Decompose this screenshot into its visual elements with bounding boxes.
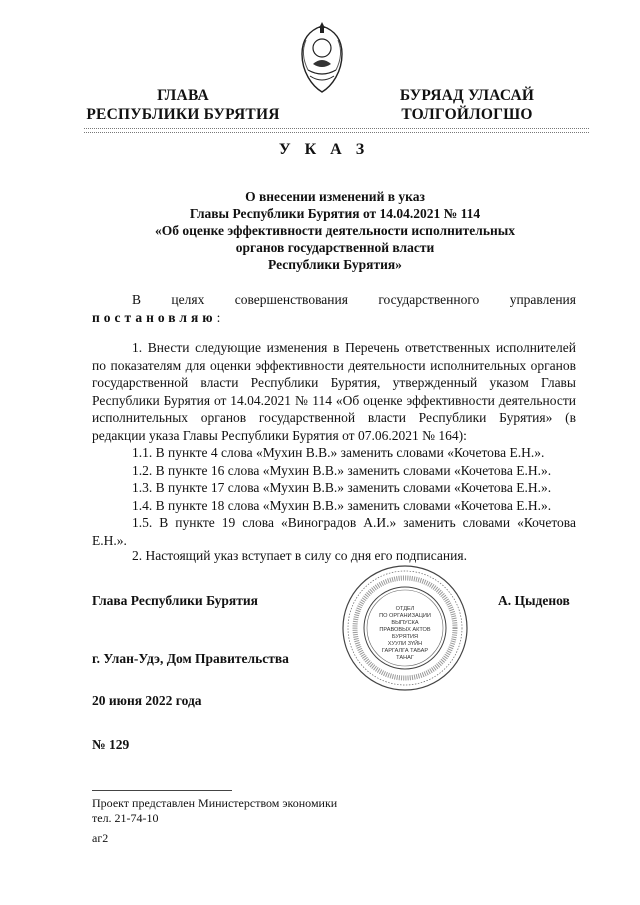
title-line: О внесении изменений в указ <box>245 189 425 204</box>
footnote-code: аг2 <box>92 831 109 845</box>
preamble-emphasis: постановляю <box>92 309 217 325</box>
document-number: № 129 <box>92 737 130 752</box>
seal-line: БУРЯТИЯ <box>391 634 419 640</box>
issuer-bua-line2: ТОЛГОЙЛОГШО <box>401 106 533 123</box>
title-line: органов государственной власти <box>235 240 435 255</box>
subitem: 1.5. В пункте 19 слова «Виноградов А.И.» заменить словами «Кочетова Е.Н.». <box>92 515 576 548</box>
subitem: 1.1. В пункте 4 слова «Мухин В.В.» заменить словами «Кочетова Е.Н.». <box>132 445 545 460</box>
footnote-author: Проект представлен Министерством экономики <box>92 796 338 810</box>
footnote-phone: тел. 21-74-10 <box>92 811 159 825</box>
seal-line: ОТДЕЛ <box>395 606 415 612</box>
item-2: 2. Настоящий указ вступает в силу со дня его подписания. <box>132 548 467 563</box>
preamble-text: В целях совершенствования государственного управления <box>132 292 576 307</box>
title-line: Главы Республики Бурятия от 14.04.2021 № 114 <box>189 206 481 221</box>
title-line: Республики Бурятия» <box>268 257 402 272</box>
seal-line: ГАРГАЛГА ТАБАР <box>381 648 429 654</box>
issuer-ru-line1: ГЛАВА <box>157 87 209 104</box>
document-title <box>110 188 560 273</box>
preamble <box>92 291 576 326</box>
item-1-block <box>92 339 576 549</box>
issuer-bua <box>392 86 542 124</box>
header-divider <box>84 128 589 129</box>
seal-line: ТАНАГ <box>396 655 414 661</box>
seal-line: ПРАВОВЫХ АКТОВ <box>379 627 431 633</box>
subitem: 1.2. В пункте 16 слова «Мухин В.В.» заменить словами «Кочетова Е.Н.». <box>132 462 552 478</box>
footnote-divider <box>92 790 232 791</box>
subitem: 1.3. В пункте 17 слова «Мухин В.В.» заменить словами «Кочетова Е.Н.». <box>132 480 552 495</box>
issuer-ru-line2: РЕСПУБЛИКИ БУРЯТИЯ <box>86 106 280 123</box>
official-seal-icon <box>340 563 470 693</box>
place-of-signing: г. Улан-Удэ, Дом Правительства <box>92 651 289 666</box>
coat-of-arms-icon <box>296 20 348 98</box>
signatory-name: А. Цыденов <box>498 593 570 608</box>
document-type: У К А З <box>278 141 370 158</box>
signatory-position: Глава Республики Бурятия <box>92 593 258 608</box>
issuer-bua-line1: БУРЯАД УЛАСАЙ <box>399 87 535 104</box>
seal-line: ВЫПУСКА <box>391 620 419 626</box>
signing-date: 20 июня 2022 года <box>92 693 202 708</box>
preamble-tail: : <box>216 309 221 325</box>
title-line: «Об оценке эффективности деятельности исполнительных <box>154 223 516 238</box>
seal-line: ХУУЛИ ЗҮЙН <box>387 641 423 647</box>
header-divider-second <box>84 132 589 133</box>
item-1: 1. Внести следующие изменения в Перечень ответственных исполнителей по показателям для оценки эффективности деятельности исполнительных органов государственной власти Республики Бурятия, утвержденный указом Главы Республики Бурятия от 14.04.2021 № 114 «Об оценке эффективности деятельности исполнительных органов государственной власти Республики Бурятия» (в редакции указа Главы Республики Бурятия от 07.06.2021 № 164): <box>92 340 576 443</box>
seal-line: ПО ОРГАНИЗАЦИИ <box>379 613 431 619</box>
issuer-ru <box>84 86 282 124</box>
subitem: 1.4. В пункте 18 слова «Мухин В.В.» заменить словами «Кочетова Е.Н.». <box>132 497 552 513</box>
